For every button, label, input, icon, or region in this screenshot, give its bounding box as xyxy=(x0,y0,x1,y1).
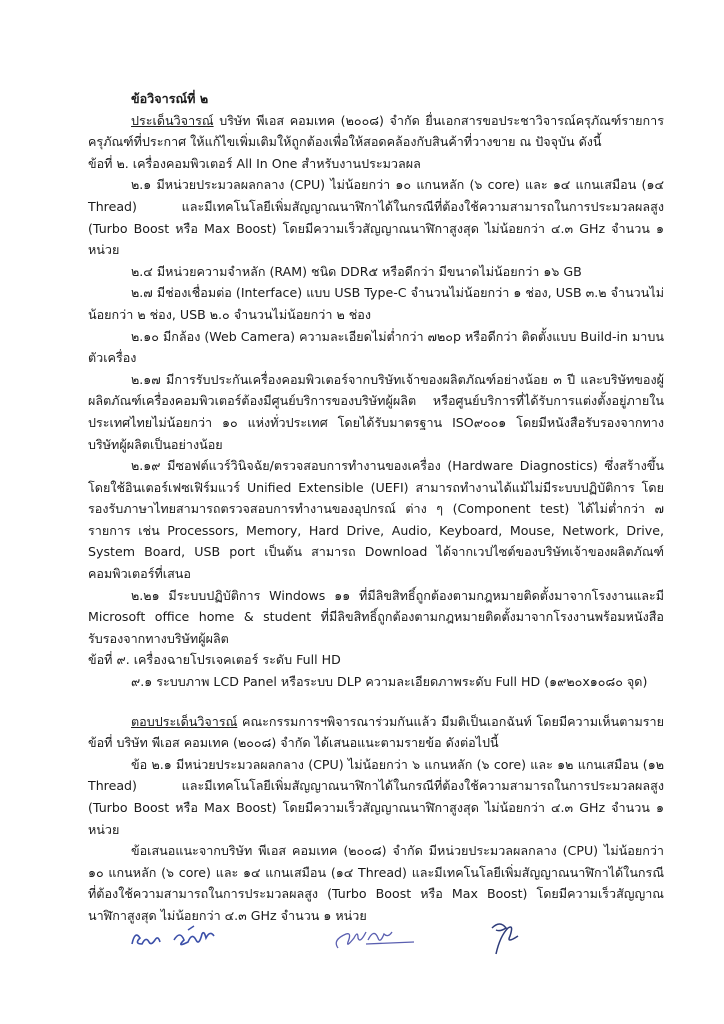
signature-1 xyxy=(128,922,223,954)
response-suggestion: ข้อเสนอแนะจากบริษัท พีเอส คอมเทค (๒๐๐๘) จำกัด มีหน่วยประมวลผลกลาง (CPU) ไม่น้อยกว่า ๑๐ แกนหลัก (๖ core) และ ๑๔ แกนเสมือน (๑๔ Thread) และมีเทคโนโลยีเพิ่มสัญญาณนาฬิกาได้ในกรณีที่ต้องใช้ความสามารถในการประมวลผลสูง (Turbo Boost หรือ Max Boost) โดยมีความเร็วสัญญาณนาฬิกาสูงสุด ไม่น้อยกว่า ๔.๓ GHz จำนวน ๑ หน่วย xyxy=(88,843,664,923)
item2-title: ข้อที่ ๒. เครื่องคอมพิวเตอร์ All In One สำหรับงานประมวลผล xyxy=(88,155,421,171)
comment-text: บริษัท พีเอส คอมเทค (๒๐๐๘) จำกัด ยื่นเอกสารขอประชาวิจารณ์ครุภัณฑ์รายการครุภัณฑ์ที่ประกาศ ให้แก้ไขเพิ่มเติมให้ถูกต้องเพื่อให้สอดคล้องกับสินค้าที่วางขาย ณ ปัจจุบัน ดังนี้ xyxy=(88,112,664,150)
response-paragraph xyxy=(88,711,664,754)
signature-row xyxy=(0,918,724,968)
spec-2-19: ๒.๑๙ มีซอฟต์แวร์วินิจฉัย/ตรวจสอบการทำงานของเครื่อง (Hardware Diagnostics) ซึ่งสร้างขึ้นโดยใช้อินเตอร์เฟซเฟิร์มแวร์ Unified Extensible (UEFI) สามารถทำงานได้แม้ไม่มีระบบปฏิบัติการ โดยรองรับภาษาไทยสามารถตรวจสอบการทำงานของอุปกรณ์ ต่าง ๆ (Component test) ได้ไม่ต่ำกว่า ๗ รายการ เช่น Processors, Memory, Hard Drive, Audio, Keyboard, Mouse, Network, Drive, System Board, USB port เป็นต้น สามารถ Download ได้จากเวปไซต์ของบริษัทเจ้าของผลิตภัณฑ์คอมพิวเตอร์ที่เสนอ xyxy=(88,458,664,582)
response-item-2-1: ข้อ ๒.๑ มีหน่วยประมวลผลกลาง (CPU) ไม่น้อยกว่า ๖ แกนหลัก (๖ core) และ ๑๒ แกนเสมือน (๑๒ Thread) และมีเทคโนโลยีเพิ่มสัญญาณนาฬิกาได้ในกรณีที่ต้องใช้ความสามารถในการประมวลผลสูง (Turbo Boost หรือ Max Boost) โดยมีความเร็วสัญญาณนาฬิกาสูงสุด ไม่น้อยกว่า ๔.๓ GHz จำนวน ๑ หน่วย xyxy=(88,756,664,837)
spec-2-4: ๒.๔ มีหน่วยความจำหลัก (RAM) ชนิด DDR๕ หรือดีกว่า มีขนาดไม่น้อยกว่า ๑๖ GB xyxy=(131,263,582,279)
signature-3 xyxy=(486,918,522,958)
response-label: ตอบประเด็นวิจารณ์ xyxy=(131,713,238,729)
spec-2-17: ๒.๑๗ มีการรับประกันเครื่องคอมพิวเตอร์จากบริษัทเจ้าของผลิตภัณฑ์อย่างน้อย ๓ ปี และบริษัทของผู้ผลิตภัณฑ์เครื่องคอมพิวเตอร์ต้องมีศูนย์บริการของบริษัทผู้ผลิต หรือศูนย์บริการที่ได้รับการแต่งตั้งอยู่ภายในประเทศไทยไม่น้อยกว่า ๑๐ แห่งทั่วประเทศ โดยได้รับมาตรฐาน ISO๙๐๐๑ โดยมีหนังสือรับรองจากทางบริษัทผู้ผลิตเป็นอย่างน้อย xyxy=(88,371,664,452)
spec-2-1: ๒.๑ มีหน่วยประมวลผลกลาง (CPU) ไม่น้อยกว่า ๑๐ แกนหลัก (๖ core) และ ๑๔ แกนเสมือน (๑๔ Thread) และมีเทคโนโลยีเพิ่มสัญญาณนาฬิกาได้ในกรณีที่ต้องใช้ความสามารถในการประมวลผลสูง (Turbo Boost หรือ Max Boost) โดยมีความเร็วสัญญาณนาฬิกาสูงสุด ไม่น้อยกว่า ๔.๓ GHz จำนวน ๑ หน่วย xyxy=(88,177,664,258)
spec-9-1: ๙.๑ ระบบภาพ LCD Panel หรือระบบ DLP ความละเอียดภาพระดับ Full HD (๑๙๒๐x๑๐๘๐ จุด) xyxy=(131,674,648,690)
response-text: คณะกรรมการฯพิจารณาร่วมกันแล้ว มีมติเป็นเอกฉันท์ โดยมีความเห็นตามรายข้อที่ บริษัท พีเอส คอมเทค (๒๐๐๘) จำกัด ได้เสนอแนะตามรายข้อ ดังต่อไปนี้ xyxy=(88,713,664,751)
spec-2-21: ๒.๒๑ มีระบบปฏิบัติการ Windows ๑๑ ที่มีลิขสิทธิ์ถูกต้องตามกฎหมายติดตั้งมาจากโรงงานและมี Microsoft office home & student ที่มีลิขสิทธิ์ถูกต้องตามกฎหมายติดตั้งมาจากโรงงานพร้อมหนังสือรับรองจากทางบริษัทผู้ผลิต xyxy=(88,587,664,646)
section-heading: ข้อวิจารณ์ที่ ๒ xyxy=(131,91,209,106)
section-gap xyxy=(88,693,664,711)
comment-paragraph xyxy=(88,110,664,153)
spec-2-7: ๒.๗ มีช่องเชื่อมต่อ (Interface) แบบ USB Type-C จำนวนไม่น้อยกว่า ๑ ช่อง, USB ๓.๒ จำนวนไม่น้อยกว่า ๒ ช่อง, USB ๒.๐ จำนวนไม่น้อยกว่า ๒ ช่อง xyxy=(88,285,664,322)
item9-title: ข้อที่ ๙. เครื่องฉายโปรเจคเตอร์ ระดับ Full HD xyxy=(88,652,341,668)
spec-2-10: ๒.๑๐ มีกล้อง (Web Camera) ความละเอียดไม่ต่ำกว่า ๗๒๐p หรือดีกว่า ติดตั้งแบบ Build-in มาบนตัวเครื่อง xyxy=(88,328,664,366)
comment-label: ประเด็นวิจารณ์ xyxy=(131,112,214,128)
document-body xyxy=(88,88,664,927)
signature-2 xyxy=(330,920,420,956)
